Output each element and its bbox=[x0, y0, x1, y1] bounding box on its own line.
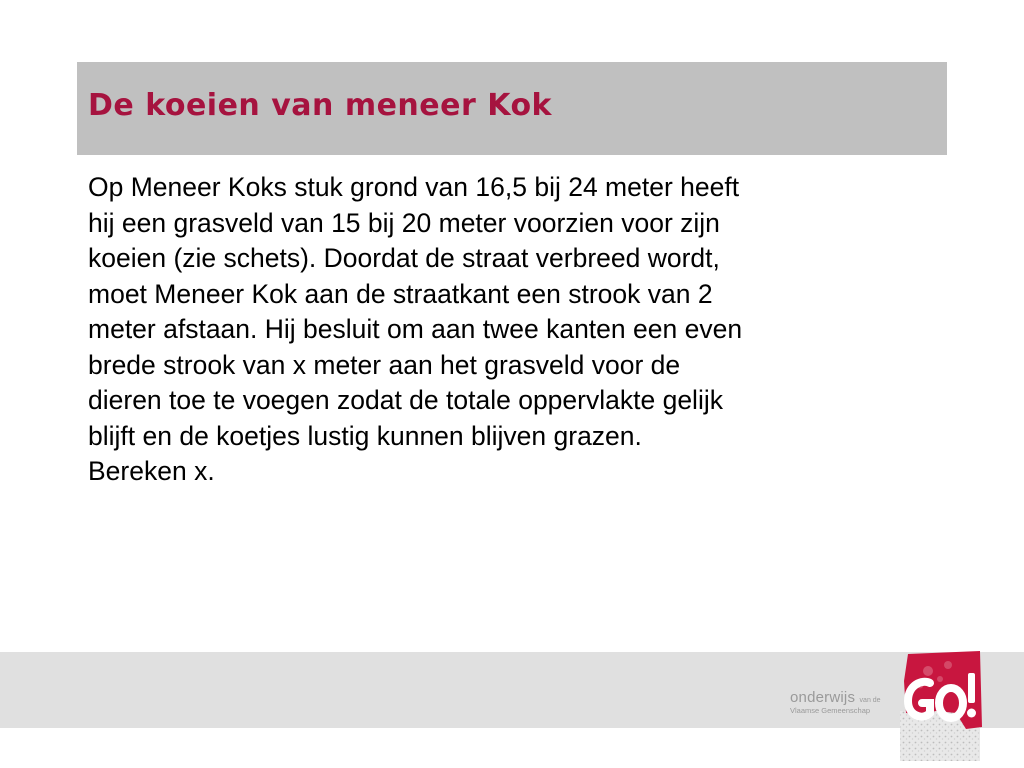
onderwijs-wordmark bbox=[790, 690, 900, 724]
wordmark-small-text: van de bbox=[859, 697, 881, 704]
slide-title: De koeien van meneer Kok bbox=[88, 88, 553, 123]
body-line: meter afstaan. Hij besluit om aan twee kanten een even bbox=[88, 314, 743, 344]
body-line: brede strook van x meter aan het grasveld voor de bbox=[88, 349, 681, 380]
go-logo-icon bbox=[896, 651, 984, 763]
wordmark-sub-text: Vlaamse Gemeenschap bbox=[790, 706, 871, 715]
body-line: koeien (zie schets). Doordat de straat verbreed wordt, bbox=[88, 243, 720, 273]
title-bar bbox=[77, 62, 947, 155]
body-line: Op Meneer Koks stuk grond van 16,5 bij 24 meter heeft bbox=[88, 172, 740, 202]
wordmark-main-text: onderwijs bbox=[790, 689, 856, 706]
body-line: dieren toe te voegen zodat de totale oppervlakte gelijk bbox=[88, 385, 723, 415]
slide-body bbox=[88, 170, 948, 490]
body-line: moet Meneer Kok aan de straatkant een strook van 2 bbox=[88, 278, 713, 309]
body-line: Bereken x. bbox=[88, 456, 215, 486]
body-line: hij een grasveld van 15 bij 20 meter voorzien voor zijn bbox=[88, 207, 720, 238]
body-line: blijft en de koetjes lustig kunnen blijven grazen. bbox=[88, 420, 642, 451]
